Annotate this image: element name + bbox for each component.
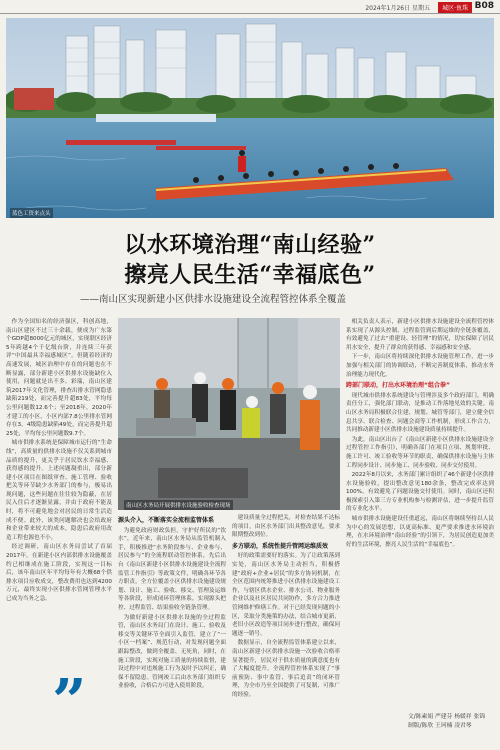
paragraph: 好的政策需要好的落实。为了让政策落到实处，南山区水务局主动担当，积极搭建“政府+企业+居民”的多方协同机制，在全区范围内统筹推进小区供排水设施建设工作，与辖区供水企业、排水公司、物业服务企业以及社区居民共同协作，多方合力推进管网维护修缮工作。对于已经发现问题的小区，采取分类施策的办法，结合城市更新、老旧小区改造等项目同步进行整改，确保问题逐一销号。	[232, 553, 340, 637]
paragraph: 经过调研，南山区水务局尝试了首届2017年，在新建小区内部供排水设施覆盖约已相继成在施工阶段，实现这一目标后，该年南山区年平均每年有大概68个供排水项目应收成交，整改费用也达到4200万元，最终实现小区供排水管网管理水平已成为当务之急。	[6, 544, 112, 602]
paragraph: 下一步，南山区将持续深化供排水设施管理工作，进一步加强与相关部门的协调联动，不断完善制度体系，推动水务治理能力现代化。	[346, 354, 494, 378]
issue-date: 2024年1月26日 星期五	[365, 5, 430, 12]
paragraph: 建设质量全过程把关，对检查结果不达标的项目，由区水务部门出具整改意见，要求限期整改到位。	[232, 515, 340, 539]
article-column-4	[346, 318, 494, 710]
paragraph: 为避免政府财政负担，守护好所民的“饮水”，近年来，南山区水务局从监管机制入手，积极推进“水务阶段参与、企业参与、居民参与”的全流程联动管控体系，先后出台《南山区新建小区供排水设施建设全流程监管工作指引》等政策文件，明确各环节各方职责，全方位覆盖小区供排水设施建设规划、设计、施工、验收、移交、管理及运维等各阶段，形成闭环管理体系，实现源头把控、过程监管、结果验收全链条管理。	[118, 527, 226, 611]
headline-line-2: 擦亮人民生活“幸福底色”	[124, 262, 376, 288]
editor-credit: 制版/陈欣 王珂楠 凌君琴	[408, 723, 472, 729]
page-header	[0, 0, 500, 14]
paragraph: 为此，南山区出台了《南山区新建小区供排水设施建设全过程管控工作指引》，明确各部门在项目立项、规划审批、施工许可、竣工验收等环节的职责，确保供排水设施与主体工程同步设计、同步施工、同步验收、同步交付使用。	[346, 436, 494, 469]
section-title: 多方联动，系统性提升管网运维质效	[232, 542, 329, 550]
article-column-3	[232, 514, 340, 744]
dragon-boat-photo	[6, 18, 494, 218]
paragraph: 数据显示，自全流程监管体系建立以来，南山区新建小区供排水设施一次验收合格率显著提升，居民对于供水质量的满意度也有了大幅度提升。全流程管控体系实现了“事前预防、事中监管、事后追责”的闭环管理，为全市乃至全国提供了可复制、可推广的经验。	[232, 640, 340, 698]
paragraph: 相关负责人表示，新建小区供排水设施建设全流程管控体系实现了从源头控制、过程监管到后期运维的全链条覆盖，有效避免了过去“重建设、轻管理”的情况，切实保障了居民用水安全，提升了群众的获得感、幸福感和安全感。	[346, 319, 494, 351]
inspection-photo	[118, 318, 340, 510]
paragraph: 城市供排水系统是保障城市运行的“生命线”，高质量的供排水设施不仅关系到城市品质的提升，更关乎于居民饮水幸福感、获得感的提升。上述问题凝重出，部分新建小区项目在图纸审查、施工管理、验收把关等环节缺少水务部门的参与，极易出现问题，这些问题在往往较为隐蔽，在居民入住后才逐渐显露，并由于政府不能及时，将不可避免地会对居民的日常生活造成不便。此外，该类问题解决也会给政府和企业带来较大的成本，隐患后政府用改造工程也源也不小。	[6, 440, 112, 541]
section-tag: 城区·鱼珠	[438, 2, 472, 13]
subheadline: ——南山区实现新建小区供排水设施建设全流程管控体系全覆盖	[80, 294, 347, 305]
page-number: B08	[474, 1, 494, 11]
top-photo-caption: 蓝色工资来点头	[10, 208, 53, 218]
headline-line-1: 以水环境治理“南山经验”	[124, 232, 376, 258]
section-title: 跨部门联动，打出水环境治理“组合拳”	[346, 382, 450, 390]
article-column-1	[6, 318, 112, 718]
quote-mark-icon: ”	[52, 667, 87, 737]
paragraph: 现代城市供排水系统建设与管理涉及多个政府部门，明确责任分工，强化部门联动，是推动工作落地见效的关键。南山区水务局积极联合住建、规划、城管等部门，建立健全信息共享、联合检查、问题会商等工作机制，形成工作合力，共同推动新建小区供排水设施建设质量持续提升。	[346, 392, 494, 434]
credits	[408, 713, 485, 731]
paragraph: 为做好新建小区供排水设施的全过程监管，南山区水务局门在设计、施工、验收及移交等关键环节全面引入监管，建立了“一小区一档案”、规范行动，对发现问题全面跟踪整改，做到全覆盖、无死角，同时，在施工阶段，实现对施工质量的持续监督，建设过程中对违规施工行为及时予以纠正，确保不留隐患。管网竣工后由水务部门组织专业验收，合格后方可进入使用阶段。	[118, 614, 226, 690]
article-column-2	[118, 514, 226, 744]
paragraph: 作为全国知名的经济强区，科创高地，南山区建区不过三十余载，便成为广东第个GDP超8000亿元的城区，实现联区经济5年跨越4个千亿级台阶，并连续三年获评“中国最具幸福感城区”。但随着经济的高速发展，城区治理中存在的问题也在不断显露，部分新建小区供排水设施缺位入使用，问题就是出不多。彩瑞，南山区建筑2017年文化管理，排查出排水管网隐患缺陷219处，而完善提升超83处，平均每公里问题数12.6个；至2018年，2020年才建工的小区，小区内部7.8公里排水管网存在3，4级隐患缺陷49处，而完善提升超25处，平均每公里问题数9.7个。	[6, 319, 112, 437]
paragraph: 城市供排水设施建设任重道远，南山区将继续坚持以人民为中心的发展思想，以更高标准、更严要求推进水环境治理，在水环境治理“南山经验”的引领下，为居民创造更加美好的生活环境，擦亮人民生活的“幸福底色”。	[346, 516, 494, 548]
inspection-photo-caption: 南山区水务局开展供排水设施验收检查现场	[124, 500, 233, 510]
section-title: 源头介入，不断落实全流程监管体系	[118, 517, 215, 524]
paragraph: 2022年8月以来，水务部门累计组织了46个新建小区供排水设施验收，提出整改意见180余条，整改完成率达到100%，有效避免了问题设施交付使用。同时，南山区还积极探索引入第三方专业机构参与检测评估，进一步提升监管的专业化水平。	[346, 472, 494, 513]
author-credit: 文/陈素娟 严建芬 杨媛祥 张锦	[408, 714, 486, 720]
